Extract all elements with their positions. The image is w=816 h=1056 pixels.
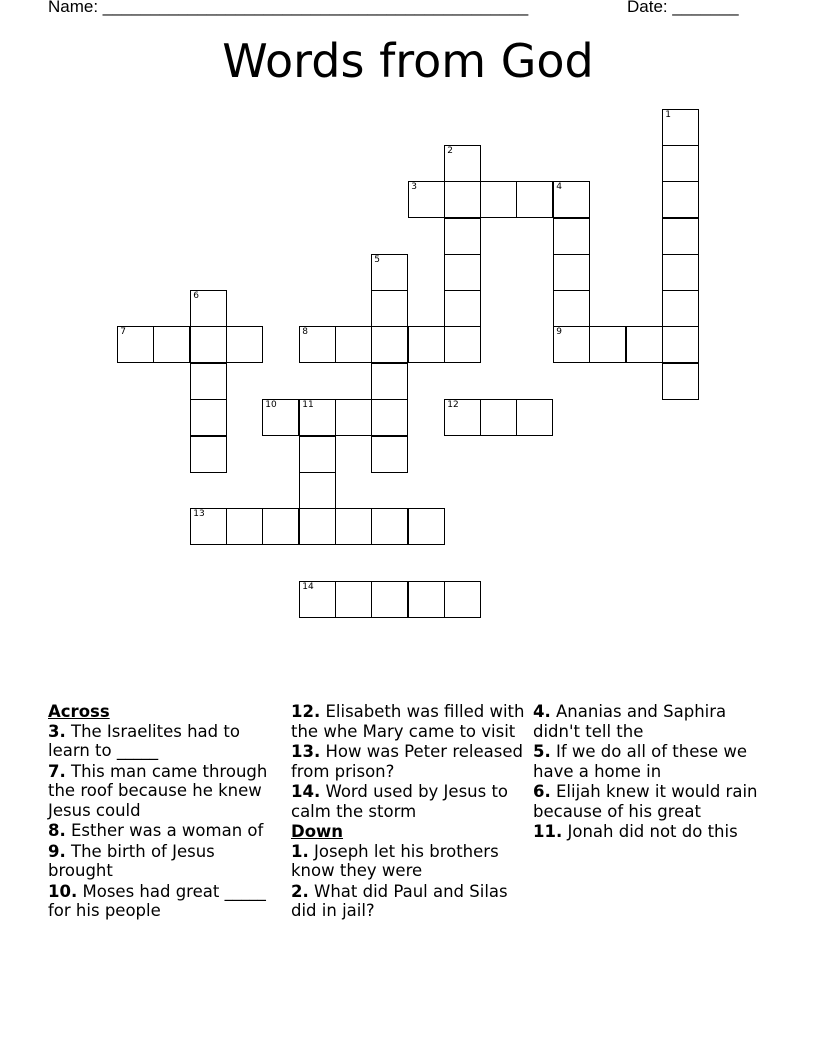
crossword-cell[interactable] (299, 326, 336, 363)
crossword-cell[interactable] (516, 181, 553, 218)
crossword-cell[interactable] (662, 218, 699, 255)
clue-number: 12. (291, 702, 321, 721)
crossword-cell[interactable] (226, 508, 263, 545)
cell-number: 2 (447, 146, 453, 157)
cell-number: 3 (411, 182, 417, 193)
crossword-cell[interactable] (371, 326, 408, 363)
crossword-cell[interactable] (662, 363, 699, 400)
clue-down-2 (291, 882, 527, 921)
crossword-cell[interactable] (371, 508, 408, 545)
clue-text: Ananias and Saphira didn't tell the (533, 702, 727, 741)
clue-across-3 (48, 722, 284, 761)
crossword-cell[interactable] (408, 581, 445, 618)
crossword-cell[interactable] (371, 290, 408, 327)
crossword-cell[interactable] (299, 399, 336, 436)
crossword-cell[interactable] (408, 326, 445, 363)
crossword-cell[interactable] (117, 326, 154, 363)
clues-column-1 (48, 702, 284, 922)
crossword-cell[interactable] (444, 218, 481, 255)
clue-text: What did Paul and Silas did in jail? (291, 881, 508, 920)
clue-number: 10. (48, 881, 78, 901)
clue-text: Joseph let his brothers know they were (291, 841, 499, 880)
clue-across-9 (48, 842, 284, 881)
clue-number: 4. (533, 702, 551, 721)
crossword-cell[interactable] (444, 145, 481, 182)
clue-text: Elisabeth was filled with the whe Mary came to visit (291, 702, 525, 741)
crossword-cell[interactable] (408, 508, 445, 545)
crossword-cell[interactable] (371, 399, 408, 436)
crossword-cell[interactable] (262, 508, 299, 545)
cell-number: 5 (374, 255, 380, 266)
clue-text: The Israelites had to learn to _____ (48, 721, 240, 760)
cell-number: 10 (265, 400, 277, 411)
crossword-cell[interactable] (335, 326, 372, 363)
crossword-cell[interactable] (444, 399, 481, 436)
crossword-cell[interactable] (299, 508, 336, 545)
crossword-cell[interactable] (190, 436, 227, 473)
crossword-cell[interactable] (408, 181, 445, 218)
clue-number: 7. (48, 761, 66, 781)
crossword-cell[interactable] (662, 109, 699, 146)
crossword-cell[interactable] (444, 581, 481, 618)
crossword-cell[interactable] (626, 326, 663, 363)
clue-text: If we do all of these we have a home in (533, 742, 748, 781)
crossword-cell[interactable] (553, 326, 590, 363)
clue-down-5 (533, 742, 769, 781)
crossword-cell[interactable] (553, 218, 590, 255)
crossword-cell[interactable] (190, 399, 227, 436)
clue-number: 8. (48, 821, 66, 840)
crossword-cell[interactable] (444, 254, 481, 291)
crossword-cell[interactable] (371, 581, 408, 618)
crossword-cell[interactable] (371, 254, 408, 291)
crossword-cell[interactable] (371, 363, 408, 400)
crossword-cell[interactable] (190, 363, 227, 400)
down-heading: Down (291, 822, 344, 841)
name-field-label: Name: _____________________________________________ (48, 0, 529, 16)
clues-column-2 (291, 702, 527, 922)
clue-across-10 (48, 882, 284, 921)
clue-text: Elijah knew it would rain because of his great (533, 782, 758, 821)
crossword-cell[interactable] (553, 254, 590, 291)
crossword-cell[interactable] (190, 508, 227, 545)
date-field-label: Date: _______ (627, 0, 739, 16)
clue-across-13 (291, 742, 527, 781)
crossword-cell[interactable] (299, 581, 336, 618)
clue-text: How was Peter released from prison? (291, 742, 523, 781)
across-heading: Across (48, 702, 110, 721)
clue-number: 6. (533, 782, 551, 801)
crossword-cell[interactable] (553, 181, 590, 218)
cell-number: 8 (302, 327, 308, 338)
clue-across-7 (48, 762, 284, 821)
clue-across-14 (291, 782, 527, 821)
clue-number: 3. (48, 721, 66, 741)
clue-number: 9. (48, 841, 66, 861)
crossword-cell[interactable] (553, 290, 590, 327)
crossword-cell[interactable] (662, 254, 699, 291)
crossword-cell[interactable] (190, 290, 227, 327)
clue-down-11 (533, 822, 769, 842)
crossword-cell[interactable] (299, 436, 336, 473)
crossword-cell[interactable] (662, 145, 699, 182)
clue-text: The birth of Jesus brought (48, 841, 215, 880)
cell-number: 11 (302, 400, 314, 411)
page-title: Words from God (222, 34, 594, 88)
clue-text: This man came through the roof because he knew Jesus could (48, 761, 268, 820)
clue-down-4 (533, 702, 769, 741)
cell-number: 9 (556, 327, 562, 338)
clue-number: 5. (533, 742, 551, 761)
crossword-cell[interactable] (444, 326, 481, 363)
crossword-cell[interactable] (262, 399, 299, 436)
clue-number: 1. (291, 841, 309, 861)
clue-number: 11. (533, 822, 563, 841)
crossword-cell[interactable] (335, 399, 372, 436)
cell-number: 12 (447, 400, 459, 411)
clues-column-3 (533, 702, 769, 843)
clue-text: Jonah did not do this (567, 822, 738, 841)
crossword-cell[interactable] (299, 472, 336, 509)
cell-number: 4 (556, 182, 562, 193)
crossword-cell[interactable] (371, 436, 408, 473)
clue-number: 14. (291, 782, 321, 801)
clue-across-12 (291, 702, 527, 741)
cell-number: 7 (120, 327, 126, 338)
crossword-cell[interactable] (516, 399, 553, 436)
clue-text: Word used by Jesus to calm the storm (291, 782, 509, 821)
clue-text: Esther was a woman of (71, 821, 264, 840)
crossword-cell[interactable] (662, 181, 699, 218)
clue-text: Moses had great _____ for his people (48, 881, 266, 920)
crossword-cell[interactable] (190, 326, 227, 363)
crossword-cell[interactable] (226, 326, 263, 363)
clue-down-1 (291, 842, 527, 881)
clue-number: 2. (291, 881, 309, 901)
crossword-cell[interactable] (444, 290, 481, 327)
crossword-cell[interactable] (335, 508, 372, 545)
clue-across-8 (48, 821, 284, 841)
crossword-cell[interactable] (480, 399, 517, 436)
crossword-cell[interactable] (335, 581, 372, 618)
cell-number: 13 (193, 509, 205, 520)
cell-number: 6 (193, 291, 199, 302)
crossword-cell[interactable] (589, 326, 626, 363)
cell-number: 14 (302, 582, 314, 593)
cell-number: 1 (665, 110, 671, 121)
crossword-cell[interactable] (153, 326, 190, 363)
crossword-cell[interactable] (662, 326, 699, 363)
crossword-cell[interactable] (480, 181, 517, 218)
clue-down-6 (533, 782, 769, 821)
crossword-cell[interactable] (662, 290, 699, 327)
clue-number: 13. (291, 742, 321, 761)
crossword-cell[interactable] (444, 181, 481, 218)
